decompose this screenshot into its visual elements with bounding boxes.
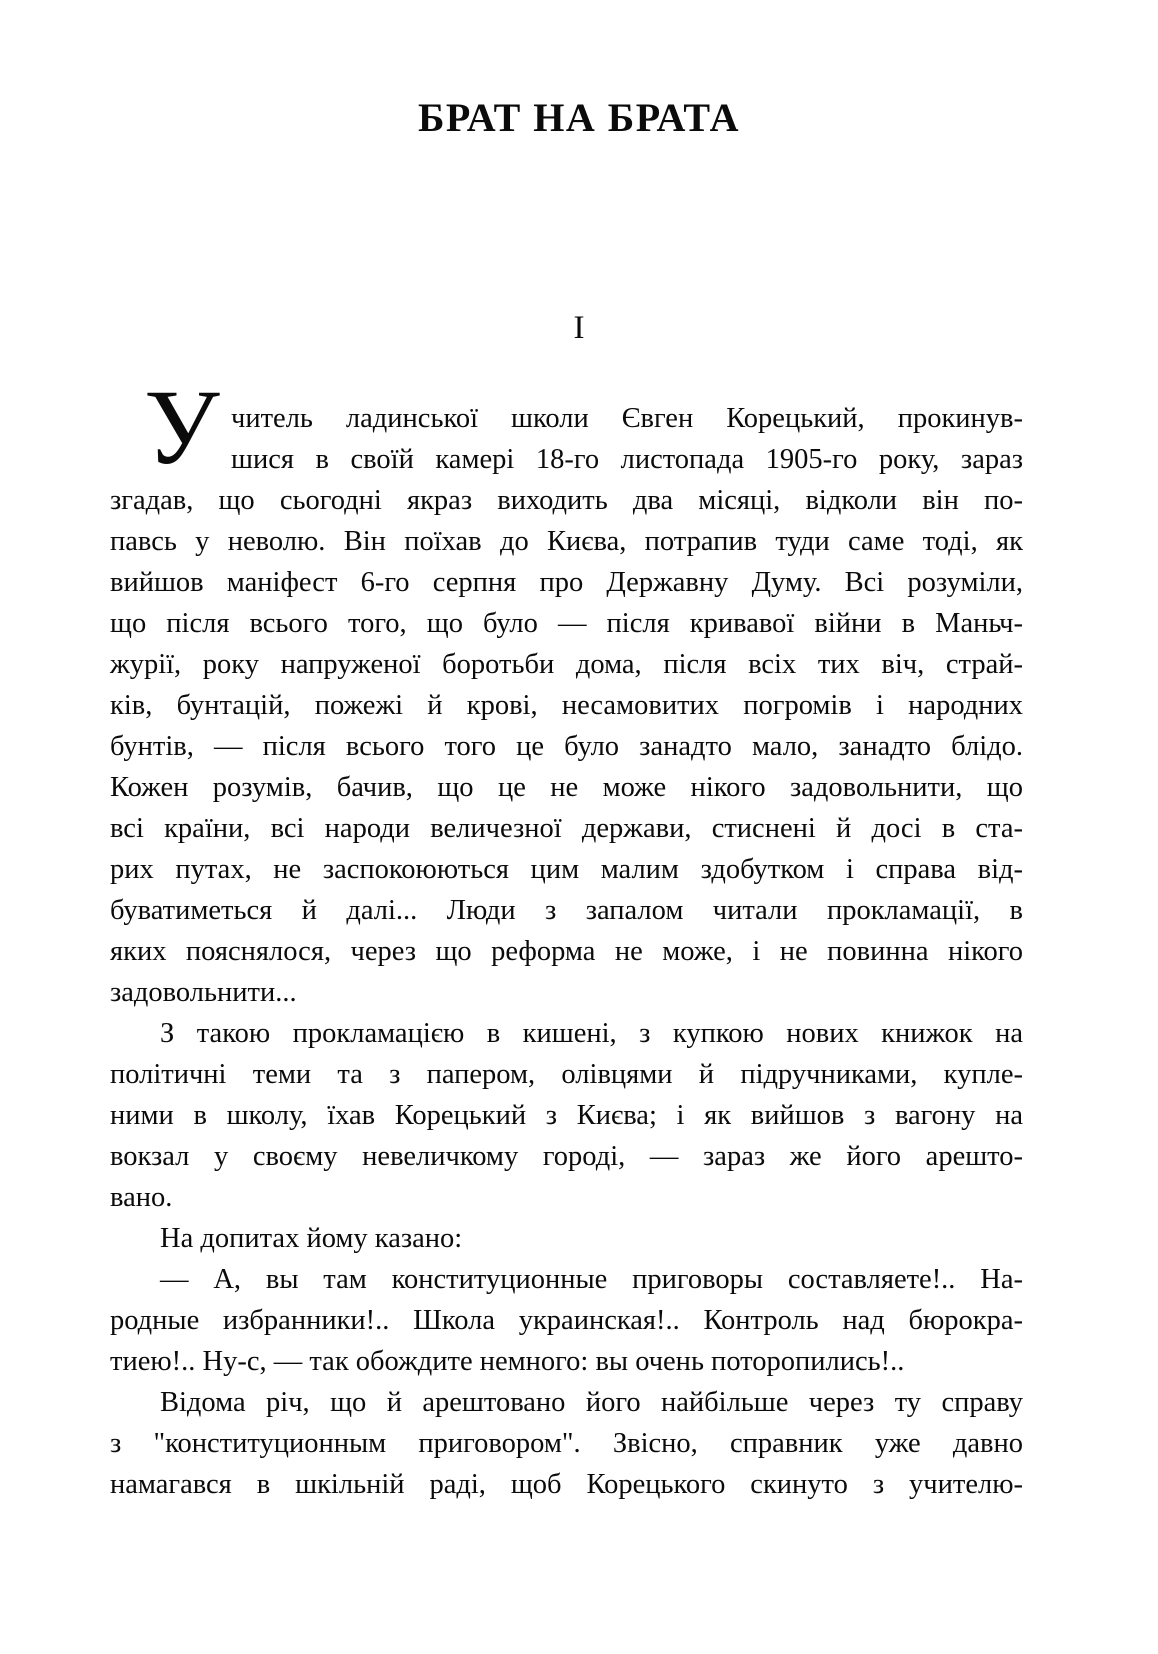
paragraph	[110, 1382, 1023, 1505]
text-line: — А, вы там конституционные приговоры составляете!.. На-	[160, 1264, 1023, 1295]
text-line: бунтів, — після всього того це було занадто мало, занадто блідо.	[110, 731, 1023, 762]
text-line: рих путах, не заспокоюються цим малим здобутком і справа від-	[110, 854, 1023, 885]
text-line: ків, бунтацій, пожежі й крові, несамовитих погромів і народних	[110, 690, 1023, 721]
text-line: задовольнити...	[110, 977, 297, 1008]
text-line: вано.	[110, 1182, 173, 1213]
drop-cap: У	[144, 369, 220, 487]
text-line: З такою прокламацією в кишені, з купкою нових книжок на	[160, 1018, 1023, 1049]
text-line: Кожен розумів, бачив, що це не може нікого задовольнити, що	[110, 772, 1023, 803]
text-line: журії, року напруженої боротьби дома, після всіх тих віч, страй-	[110, 649, 1023, 680]
text-line: згадав, що сьогодні якраз виходить два місяці, відколи він по-	[110, 485, 1023, 516]
text-line: читель ладинської школи Євген Корецький, прокинув-	[231, 403, 1023, 434]
text-line: Відома річ, що й арештовано його найбільше через ту справу	[160, 1387, 1023, 1418]
text-line: вокзал у своєму невеличкому городі, — зараз же його арешто-	[110, 1141, 1023, 1172]
text-line: що після всього того, що було — після кривавої війни в Маньч-	[110, 608, 1023, 639]
text-line: тиею!.. Ну-с, — так обождите немного: вы очень поторопились!..	[110, 1346, 905, 1377]
paragraph	[110, 369, 1023, 1013]
chapter-title: БРАТ НА БРАТА	[417, 95, 741, 140]
text-line: буватиметься й далі... Люди з запалом читали прокламації, в	[110, 895, 1023, 926]
text-line: з "конституционным приговором". Звісно, справник уже давно	[110, 1428, 1023, 1459]
paragraph	[110, 1013, 1023, 1218]
body-text	[110, 369, 1023, 1505]
text-line: всі країни, всі народи величезної держави, стиснені й досі в ста-	[110, 813, 1023, 844]
text-line: родные избранники!.. Школа украинская!.. Контроль над бюрокра-	[110, 1305, 1023, 1336]
text-line: На допитах йому казано:	[160, 1223, 463, 1254]
text-line: яких пояснялося, через що реформа не може, і не повинна нікого	[110, 936, 1023, 967]
paragraph	[110, 1218, 1023, 1259]
text-line: ними в школу, їхав Корецький з Києва; і як вийшов з вагону на	[110, 1100, 1023, 1131]
paragraph	[110, 1259, 1023, 1382]
text-line: павсь у неволю. Він поїхав до Києва, потрапив туди саме тоді, як	[110, 526, 1023, 557]
text-line: вийшов маніфест 6-го серпня про Державну Думу. Всі розуміли,	[110, 567, 1023, 598]
section-numeral: I	[573, 310, 585, 346]
text-line: шися в своїй камері 18-го листопада 1905-го року, зараз	[231, 444, 1023, 475]
text-line: політичні теми та з папером, олівцями й підручниками, купле-	[110, 1059, 1023, 1090]
text-line: намагався в шкільній раді, щоб Корецького скинуто з учителю-	[110, 1469, 1023, 1500]
